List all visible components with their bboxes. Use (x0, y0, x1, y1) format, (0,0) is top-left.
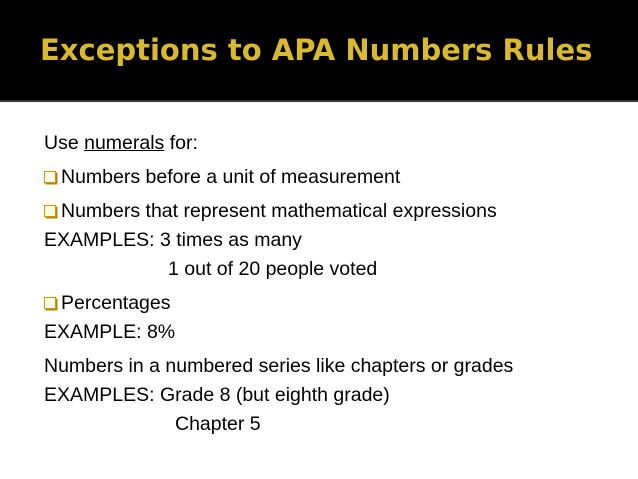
example-line: 1 out of 20 people voted (168, 258, 378, 280)
example-line: EXAMPLES: 3 times as many (44, 229, 302, 251)
series-line: Numbers in a numbered series like chapters or grades (44, 355, 514, 377)
bullet-text: Percentages (61, 292, 171, 314)
bullet-item (44, 163, 634, 192)
intro-line (44, 129, 634, 158)
slide-title: Exceptions to APA Numbers Rules (40, 33, 593, 67)
checkbox-bullet-icon (44, 171, 56, 183)
title-bar (0, 0, 638, 102)
intro-prefix: Use (44, 132, 85, 154)
example-line: Chapter 5 (175, 413, 261, 435)
slide-body (44, 129, 634, 439)
intro-underlined: numerals (84, 132, 165, 154)
example-line: EXAMPLES: Grade 8 (but eighth grade) (44, 384, 390, 406)
bullet-item (44, 289, 634, 318)
bullet-text: Numbers before a unit of measurement (61, 166, 401, 188)
bullet-item (44, 197, 634, 226)
checkbox-bullet-icon (44, 205, 56, 217)
checkbox-bullet-icon (44, 297, 56, 309)
bullet-text: Numbers that represent mathematical expressions (61, 200, 497, 222)
example-line: EXAMPLE: 8% (44, 321, 176, 343)
intro-suffix: for: (164, 132, 198, 154)
